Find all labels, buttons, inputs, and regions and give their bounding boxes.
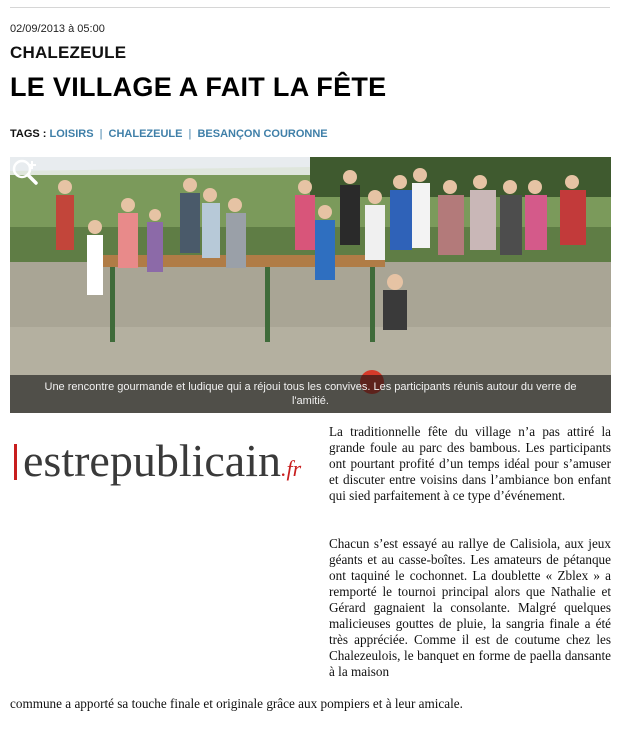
article-paragraph-1: La traditionnelle fête du village n’a pas attiré la grande foule au parc des bambous. Les participants ont pourtant profité d’un temps idéal pour s’amuser et discuter entre voisins dans l’ambiance bon enfant qui sied parfaitement à ce type d’événement.: [329, 424, 611, 503]
section-title: CHALEZEULE: [10, 43, 127, 62]
photo-caption: [10, 375, 611, 413]
tag-link-besancon-couronne[interactable]: BESANÇON COURONNE: [197, 128, 328, 140]
photo-caption-line2: l'amitié.: [292, 395, 329, 407]
article-headline: LE VILLAGE A FAIT LA FÊTE: [10, 72, 387, 102]
photo-caption-line1: Une rencontre gourmande et ludique qui a réjoui tous les convives. Les participants réunis autour du verre de: [44, 381, 577, 393]
tags-label: TAGS :: [10, 128, 47, 140]
article-paragraph-2: Chacun s’est essayé au rallye de Calisiola, aux jeux géants et au casse-boîtes. Les amateurs de pétanque ont taquiné le cochonnet. La doublette « Zblex » a remporté le tournoi principal alors que Nathalie et Gérard gagnaient la consolante. Malgré quelques malicieuses gouttes de pluie, la sangria finale a été très appréciée. Comme il est de coutume chez les Chalezeulois, le banquet en forme de paella dansante à la maison: [329, 536, 611, 679]
logo-accent-bar: [14, 444, 17, 480]
article-photo[interactable]: [10, 157, 611, 413]
tags-bar: [10, 128, 328, 140]
zoom-in-icon[interactable]: [10, 157, 40, 187]
tag-separator: |: [99, 128, 103, 140]
tag-link-loisirs[interactable]: LOISIRS: [49, 128, 94, 140]
logo-suffix: .fr: [281, 456, 302, 481]
tag-separator: |: [188, 128, 192, 140]
top-divider: [10, 7, 610, 8]
logo-name: estrepublicain: [23, 435, 282, 486]
tag-link-chalezeule[interactable]: CHALEZEULE: [108, 128, 183, 140]
article-paragraph-2-tail: commune a apporté sa touche finale et originale grâce aux pompiers et à leur amicale.: [10, 696, 463, 711]
estrepublicain-logo: [14, 436, 319, 486]
article-date: 02/09/2013 à 05:00: [10, 23, 105, 35]
